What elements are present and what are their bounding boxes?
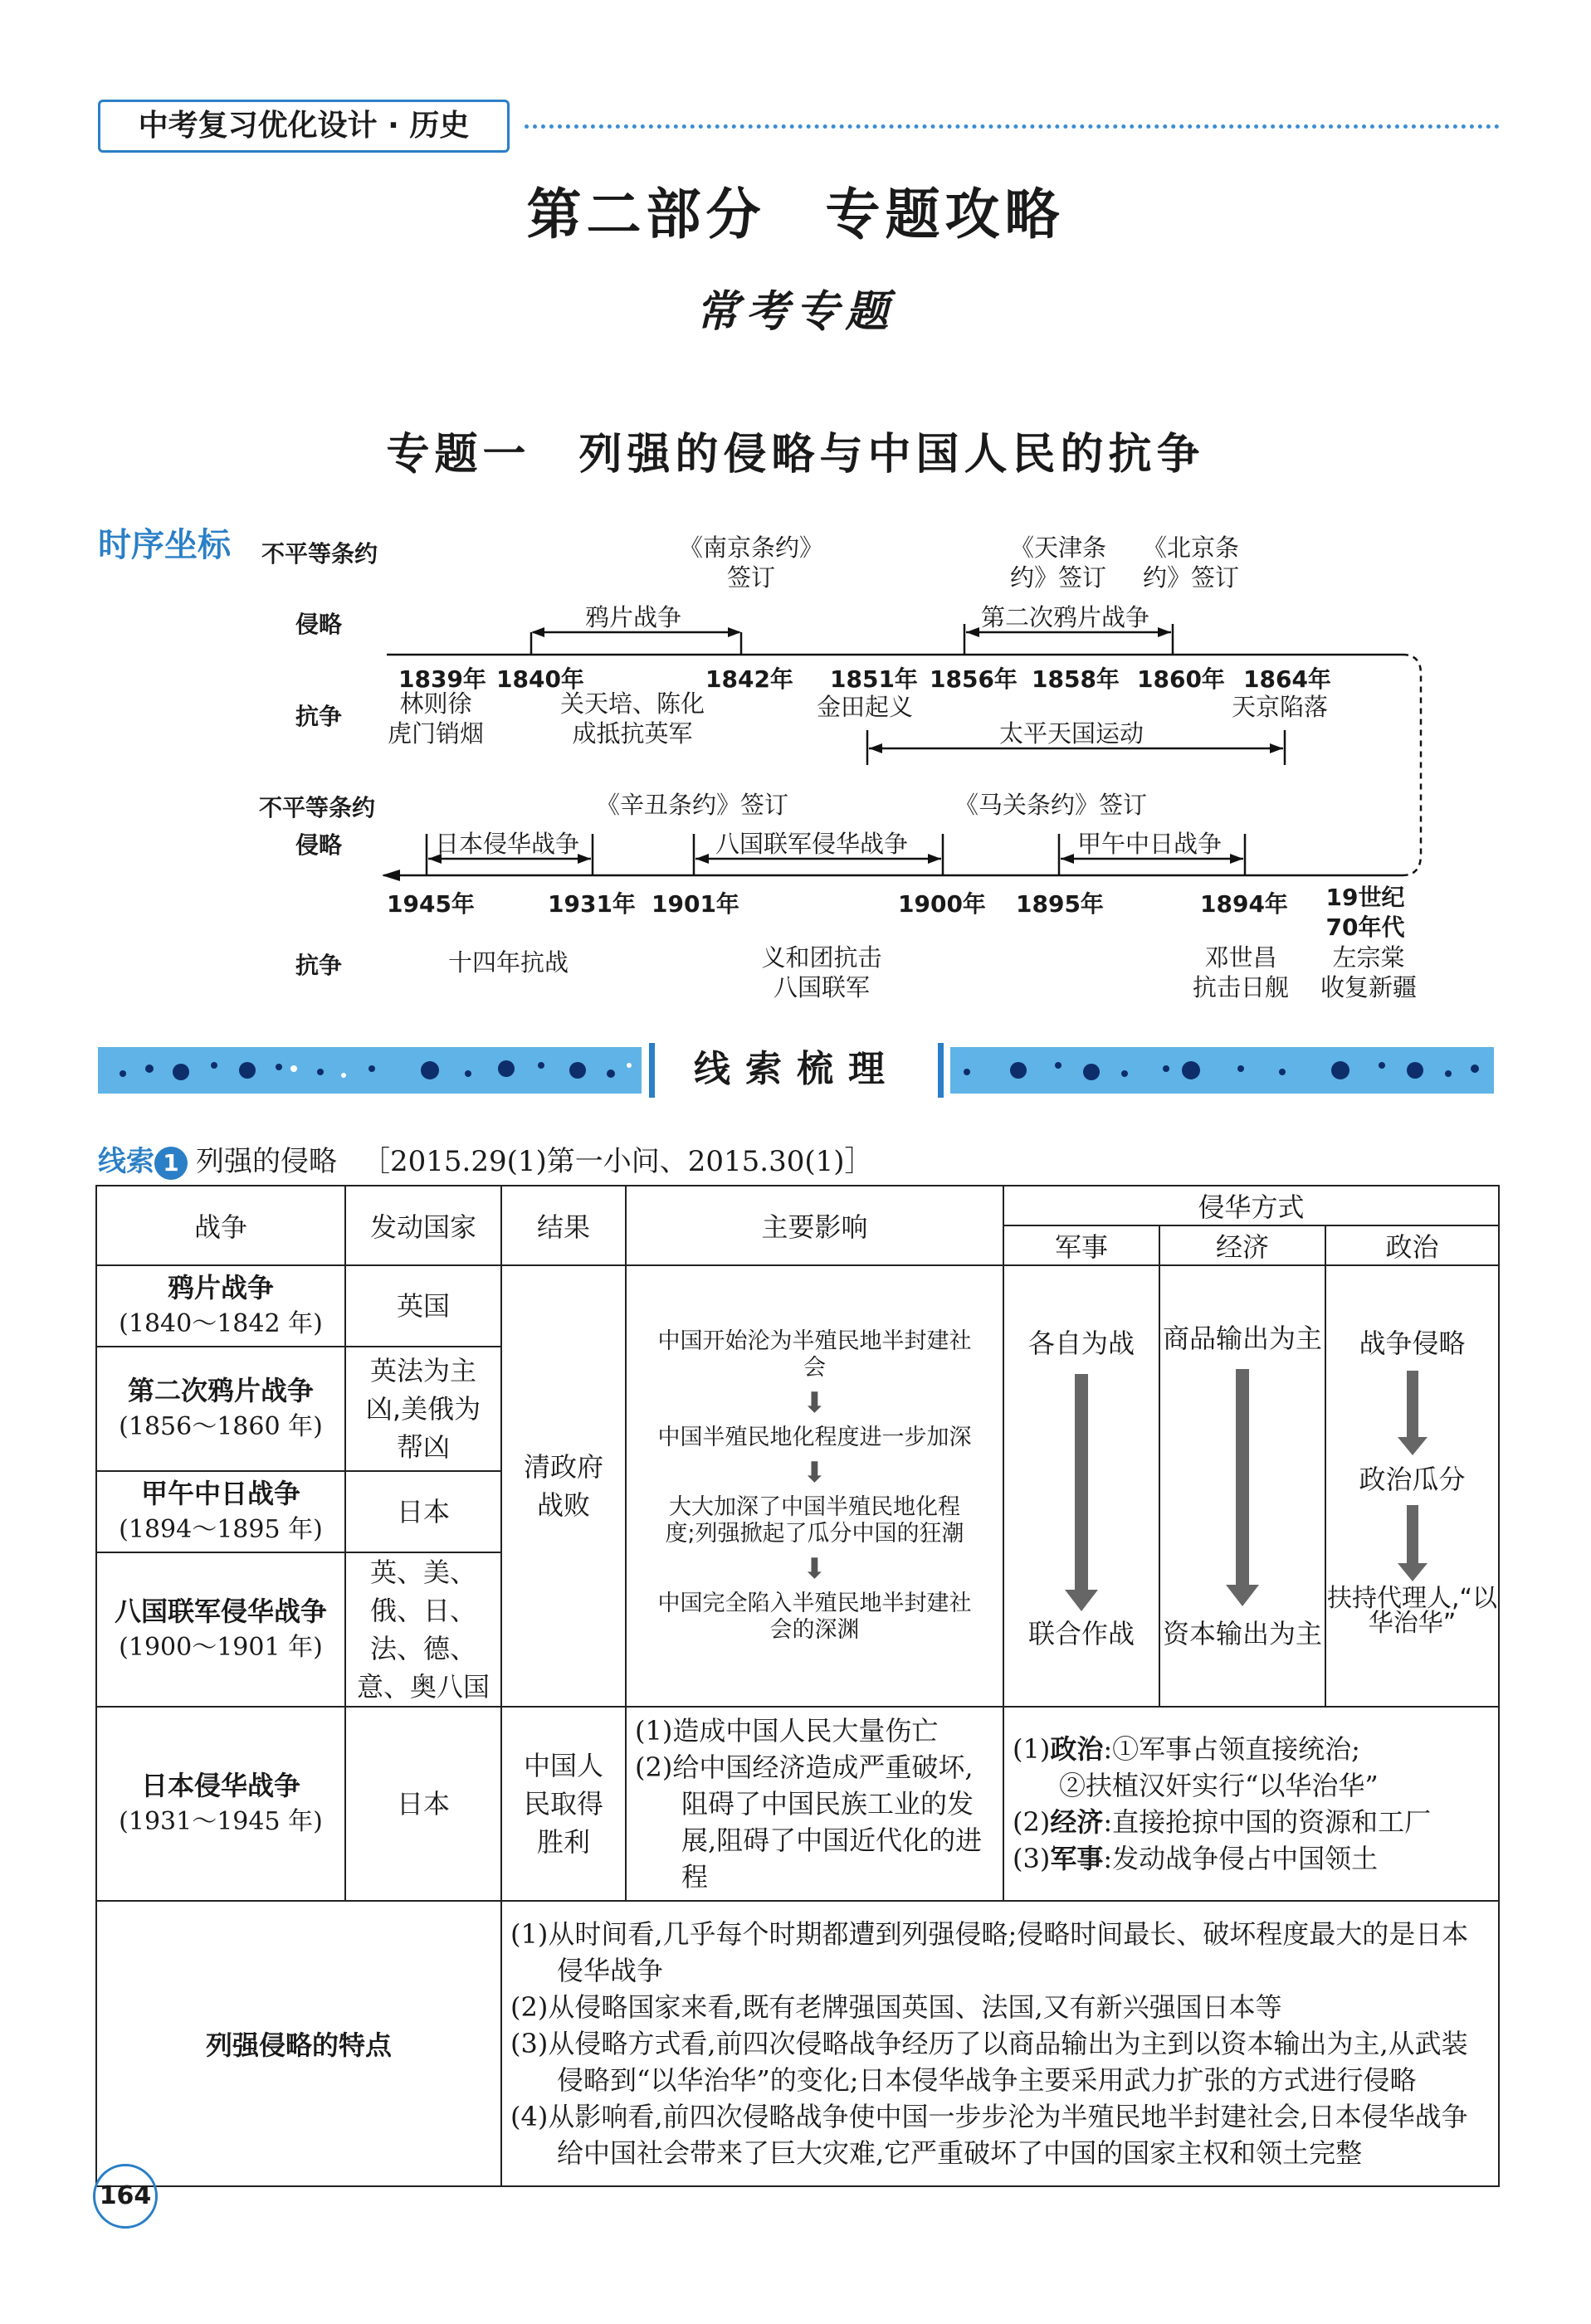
- year: 1856年: [930, 665, 1018, 693]
- war-sino-japanese: 甲午中日战争: [1077, 830, 1223, 858]
- arrow-shaft: [1407, 1505, 1418, 1563]
- series-tab: 中考复习优化设计 · 历史: [98, 100, 510, 153]
- part-title: 第二部分 专题攻略: [526, 183, 1065, 246]
- features-cell: (1)从时间看,几乎每个时期都遭到列强侵略;侵略时间最长、破坏程度最大的是日本侵华战争 (2)从侵略国家来看,既有老牌强国英国、法国,又有新兴强国日本等 (3)从侵略方式看,前四次侵略战争经历了以商品输出为主到以资本输出为主,从武装侵略到“以华治华”的变化;日本侵华战争主要采用武力扩张的方式进行侵略 (4)从影响看,前四次侵略战争使中国一步步沦为半殖民地半封建社会,日本侵华战争给中国社会带来了巨大灾难,它严重破坏了中国的国家主权和领土完整: [501, 1901, 1499, 2186]
- header-military: 军事: [1003, 1225, 1159, 1265]
- arrow-down-icon: ⬇: [803, 1456, 827, 1489]
- row-label-struggle: 抗争: [295, 952, 343, 979]
- treaty-nanjing: 《南京条约》 签订: [678, 533, 823, 592]
- struggle-taiping: 太平天国运动: [999, 719, 1144, 748]
- header-political: 政治: [1325, 1225, 1499, 1265]
- treaty-xinchou: 《辛丑条约》签订: [596, 791, 789, 819]
- year: 1860年: [1137, 665, 1225, 693]
- year: 1900年: [898, 890, 986, 918]
- star-dots-decoration: [950, 1047, 1494, 1094]
- war-japan: 日本侵华战争: [435, 830, 580, 858]
- war-cell: 第二次鸦片战争 (1856～1860 年): [96, 1347, 345, 1471]
- arrow-shaft: [1075, 1374, 1088, 1590]
- economic-flow: 商品输出为主 资本输出为主: [1159, 1265, 1325, 1707]
- war-eight-nation: 八国联军侵华战争: [715, 830, 909, 858]
- clue-number-badge: 1: [154, 1147, 188, 1180]
- header-war: 战争: [96, 1186, 345, 1265]
- row-label-struggle: 抗争: [295, 703, 343, 730]
- header-result: 结果: [501, 1186, 626, 1265]
- war-cell: 鸦片战争 (1840～1842 年): [96, 1265, 345, 1347]
- star-dots-decoration: [98, 1047, 642, 1094]
- year: 1858年: [1032, 665, 1120, 693]
- political-flow: 战争侵略 政治瓜分 扶持代理人,“以华治华”: [1325, 1265, 1499, 1707]
- war-second-opium: 第二次鸦片战争: [981, 603, 1150, 631]
- war-cell: 八国联军侵华战争 (1900～1901 年): [96, 1552, 345, 1707]
- arrow-shaft: [1407, 1371, 1418, 1437]
- header-methods: 侵华方式: [1003, 1186, 1499, 1225]
- features-label: 列强侵略的特点: [96, 1901, 501, 2186]
- clue-heading: [98, 1138, 873, 1180]
- struggle-jintian: 金田起义: [817, 693, 914, 721]
- topic-title: 专题一 列强的侵略与中国人民的抗争: [386, 430, 1205, 480]
- year-1870s: 19世纪 70年代: [1325, 884, 1405, 941]
- row-label-treaty: 不平等条约: [261, 540, 378, 568]
- header-country: 发动国家: [345, 1186, 501, 1265]
- impact-flow: 中国开始沦为半殖民地半封建社会 ⬇ 中国半殖民地化程度进一步加深 ⬇ 大大加深了中国半殖民地化程度;列强掀起了瓜分中国的狂潮 ⬇ 中国完全陷入半殖民地半封建社会的深渊: [626, 1265, 1003, 1707]
- banner-title: 线索梳理: [694, 1048, 900, 1090]
- arrow-down-icon: [1398, 1437, 1428, 1455]
- banner-divider: [649, 1043, 655, 1098]
- year: 1840年: [496, 665, 584, 693]
- year: 1894年: [1200, 890, 1288, 918]
- war-cell: 甲午中日战争 (1894～1895 年): [96, 1471, 345, 1552]
- methods-cell: (1)政治:①军事占领直接统治; ②扶植汉奸实行“以华治华” (2)经济:直接抢掠中国的资源和工厂 (3)军事:发动战争侵占中国领土: [1003, 1707, 1499, 1901]
- treaty-beijing: 《北京条 约》签订: [1142, 533, 1239, 592]
- arrow-down-icon: [1226, 1585, 1259, 1606]
- struggle-zuo-zongtang: 左宗棠 收复新疆: [1320, 943, 1417, 1001]
- year: 1864年: [1243, 665, 1331, 693]
- result-cell: 清政府战败: [501, 1265, 626, 1707]
- country-cell: 英国: [345, 1265, 501, 1347]
- invasion-table: [95, 1185, 1500, 2187]
- result-cell: 中国人民取得胜利: [501, 1707, 626, 1901]
- timeline-label: 时序坐标: [98, 526, 231, 564]
- year: 1931年: [548, 890, 636, 918]
- struggle-boxers: 义和团抗击 八国联军: [761, 943, 882, 1001]
- country-cell: 日本: [345, 1707, 501, 1901]
- arrow-down-icon: ⬇: [803, 1552, 827, 1586]
- year: 1842年: [705, 665, 793, 693]
- arrow-down-icon: [1398, 1563, 1428, 1581]
- year: 1945年: [387, 890, 475, 918]
- header-impact: 主要影响: [626, 1186, 1003, 1265]
- page-number: 164: [93, 2164, 158, 2229]
- war-opium: 鸦片战争: [585, 603, 682, 631]
- timeline-lines: [0, 0, 1591, 1021]
- military-flow: 各自为战 联合作战: [1003, 1265, 1159, 1707]
- banner-divider: [938, 1043, 944, 1098]
- clue-keyword: 线索: [98, 1145, 154, 1178]
- struggle-guan-tianpei: 关天培、陈化 成抵抗英军: [559, 689, 705, 748]
- country-cell: 日本: [345, 1471, 501, 1552]
- row-label-invasion: 侵略: [295, 611, 343, 638]
- clue-reference: ［2015.29(1)第一小问、2015.30(1)］: [362, 1145, 873, 1178]
- year: 1839年: [398, 665, 486, 693]
- year: 1901年: [652, 890, 739, 918]
- country-cell: 英、美、俄、日、法、德、意、奥八国: [345, 1552, 501, 1707]
- war-cell: 日本侵华战争 (1931～1945 年): [96, 1707, 345, 1901]
- struggle-tianjing: 天京陷落: [1232, 693, 1329, 721]
- struggle-lin-zexu: 林则徐 虎门销烟: [387, 689, 484, 748]
- country-cell: 英法为主凶,美俄为帮凶: [345, 1347, 501, 1471]
- clue-title: 列强的侵略: [196, 1145, 337, 1178]
- banner-right: [950, 1047, 1494, 1094]
- arrow-down-icon: ⬇: [803, 1386, 827, 1420]
- impact-cell: (1)造成中国人民大量伤亡 (2)给中国经济造成严重破坏,阻碍了中国民族工业的发展,阻碍了中国近代化的进程: [626, 1707, 1003, 1901]
- struggle-deng-shichang: 邓世昌 抗击日舰: [1192, 943, 1289, 1001]
- struggle-fourteen-years: 十四年抗战: [448, 948, 569, 977]
- treaty-tianjin: 《天津条 约》签订: [1009, 533, 1106, 592]
- row-label-invasion: 侵略: [295, 831, 343, 859]
- banner-left: [98, 1047, 642, 1094]
- row-label-treaty: 不平等条约: [259, 794, 376, 821]
- year: 1895年: [1016, 890, 1104, 918]
- section-title: 常考专题: [695, 287, 896, 337]
- year: 1851年: [830, 665, 918, 693]
- header-economic: 经济: [1159, 1225, 1325, 1265]
- arrow-down-icon: [1065, 1590, 1098, 1611]
- arrow-shaft: [1236, 1369, 1249, 1585]
- treaty-maguan: 《马关条约》签订: [954, 791, 1148, 819]
